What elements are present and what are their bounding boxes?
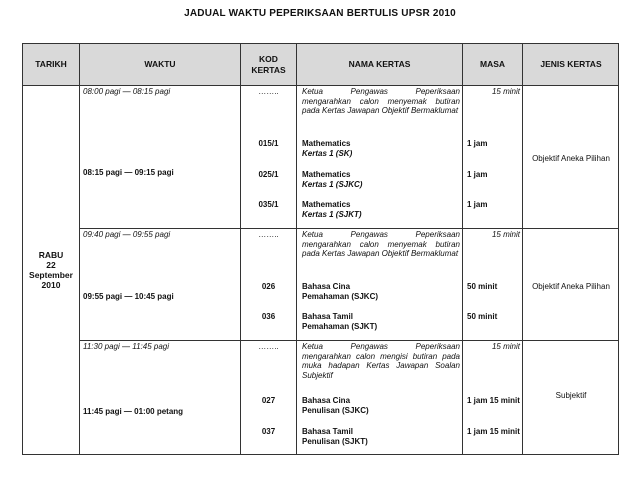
- paper-name: Pemahaman (SJKC): [302, 292, 379, 301]
- paper-duration: 1 jam: [467, 170, 488, 179]
- paper-subject: Mathematics: [302, 139, 351, 148]
- page-title: JADUAL WAKTU PEPERIKSAAN BERTULIS UPSR 2010: [184, 8, 456, 19]
- grid-line: [462, 44, 463, 454]
- paper-subject: Bahasa Tamil: [302, 427, 353, 436]
- intro-time: 08:00 pagi — 08:15 pagi: [83, 87, 171, 96]
- header-tarikh: TARIKH: [35, 59, 67, 69]
- intro-instruction: Ketua Pengawas Peperiksaan mengarahkan calon mengisi butiran pada muka hadapan Kertas Jawapan Soalan Subjektif: [302, 342, 460, 380]
- paper-code: 036: [261, 312, 276, 321]
- paper-name: Kertas 1 (SJKC): [302, 180, 363, 189]
- paper-type: Objektif Aneka Pilihan: [532, 154, 610, 163]
- intro-duration: 15 minit: [491, 342, 520, 351]
- header-waktu: WAKTU: [144, 59, 176, 69]
- paper-type: Subjektif: [555, 391, 587, 400]
- paper-duration: 50 minit: [467, 312, 498, 321]
- exam-timetable: [22, 43, 619, 455]
- paper-code: 027: [261, 396, 276, 405]
- exam-time: 08:15 pagi — 09:15 pagi: [83, 168, 174, 177]
- intro-instruction: Ketua Pengawas Peperiksaan mengarahkan calon menyemak butiran pada Kertas Jawapan Objektif Bermaklumat: [302, 230, 460, 258]
- paper-subject: Bahasa Tamil: [302, 312, 353, 321]
- paper-duration: 50 minit: [467, 282, 498, 291]
- intro-code: ……..: [258, 342, 279, 351]
- paper-subject: Mathematics: [302, 200, 351, 209]
- intro-code: ……..: [258, 230, 279, 239]
- paper-subject: Bahasa Cina: [302, 396, 351, 405]
- table-header: [23, 44, 618, 86]
- header-jenis-kertas: JENIS KERTAS: [540, 59, 602, 69]
- paper-name: Pemahaman (SJKT): [302, 322, 378, 331]
- section-divider: [79, 340, 618, 341]
- paper-code: 025/1: [258, 170, 279, 179]
- section-divider: [79, 228, 618, 229]
- paper-code: 035/1: [258, 200, 279, 209]
- paper-code: 026: [261, 282, 276, 291]
- intro-duration: 15 minit: [491, 87, 520, 96]
- paper-duration: 1 jam: [467, 200, 488, 209]
- paper-name: Penulisan (SJKC): [302, 406, 369, 415]
- header-nama-kertas: NAMA KERTAS: [348, 59, 411, 69]
- paper-duration: 1 jam 15 minit: [467, 396, 520, 405]
- paper-code: 015/1: [258, 139, 279, 148]
- intro-duration: 15 minit: [491, 230, 520, 239]
- grid-line: [240, 44, 241, 454]
- paper-duration: 1 jam: [467, 139, 488, 148]
- exam-time: 09:55 pagi — 10:45 pagi: [83, 292, 174, 301]
- grid-line: [296, 44, 297, 454]
- exam-time: 11:45 pagi — 01:00 petang: [83, 407, 184, 416]
- exam-date: RABU 22 September 2010: [29, 250, 73, 290]
- paper-name: Kertas 1 (SJKT): [302, 210, 362, 219]
- paper-name: Penulisan (SJKT): [302, 437, 368, 446]
- intro-time: 11:30 pagi — 11:45 pagi: [83, 342, 169, 351]
- grid-line: [79, 44, 80, 454]
- header-masa: MASA: [479, 59, 506, 69]
- header-kod-kertas: KOD KERTAS: [251, 53, 286, 75]
- paper-duration: 1 jam 15 minit: [467, 427, 520, 436]
- paper-subject: Bahasa Cina: [302, 282, 351, 291]
- paper-subject: Mathematics: [302, 170, 351, 179]
- intro-code: ……..: [258, 87, 279, 96]
- paper-type: Objektif Aneka Pilihan: [532, 282, 610, 291]
- intro-instruction: Ketua Pengawas Peperiksaan mengarahkan calon menyemak butiran pada Kertas Jawapan Objektif Bermaklumat: [302, 87, 460, 115]
- paper-name: Kertas 1 (SK): [302, 149, 353, 158]
- intro-time: 09:40 pagi — 09:55 pagi: [83, 230, 171, 239]
- paper-code: 037: [261, 427, 276, 436]
